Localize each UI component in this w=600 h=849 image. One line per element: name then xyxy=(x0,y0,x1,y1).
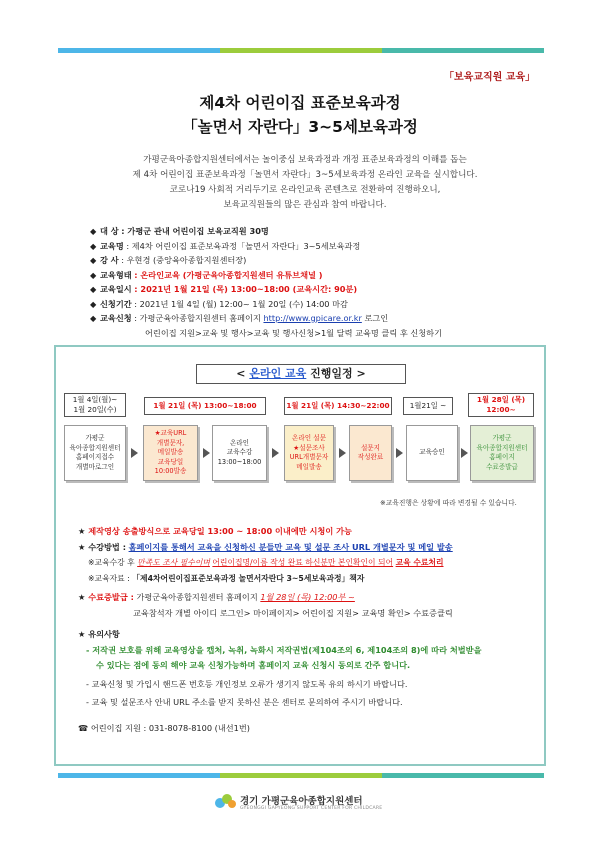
info-list xyxy=(90,224,442,340)
flow-arrow xyxy=(339,448,346,458)
notice-section xyxy=(78,524,538,736)
step-url-send: ★교육URL 개별문자, 메일발송 교육당일 10:00발송 xyxy=(143,425,198,481)
flow-arrow xyxy=(396,448,403,458)
schedule-header-approve: 1월21일 ~ xyxy=(403,397,453,415)
step-approve: 교육승인 xyxy=(406,425,458,481)
category-tag: 「보육교직원 교육」 xyxy=(444,72,536,83)
intro-paragraph xyxy=(60,153,550,213)
info-course: ◆ 교육명 : 제4차 어린이집 표준보육과정「놀면서 자란다」3~5세보육과정 xyxy=(90,240,361,251)
schedule-header-cert: 1월 28일 (목) 12:00~ xyxy=(468,393,534,417)
flow-arrow xyxy=(272,448,279,458)
intro-line: 코로나19 사회적 거리두기로 온라인교육 콘텐츠로 전환하여 진행하오니, xyxy=(169,185,441,195)
homepage-link[interactable]: http://www.gpicare.or.kr xyxy=(263,313,362,323)
flow-arrow xyxy=(203,448,210,458)
info-date: ◆ 교육일시 : 2021년 1월 21일 (목) 13:00~18:00 (교육시간: 90분) xyxy=(90,284,358,294)
info-type: ◆ 교육형태 : 온라인교육 (가평군육아종합지원센터 유튜브채널 ) xyxy=(90,269,323,280)
intro-line: 보육교직원들의 많은 관심과 참여 바랍니다. xyxy=(223,200,387,210)
notice-caution-1: - 저작권 보호를 위해 교육영상을 캡처, 녹취, 녹화시 저작권법(제104조의 6, 제104조의 8)에 따라 처벌받을 xyxy=(86,644,482,655)
schedule-header-apply: 1월 4일(월)~ 1월 20일(수) xyxy=(64,393,126,417)
notice-certificate-path: 교육참석자 개별 아이디 로그인> 마이페이지> 어린이집 지원> 교육명 확인> 수료증클릭 xyxy=(133,607,453,618)
notice-broadcast: ★ 제작영상 송출방식으로 교육당일 13:00 ~ 18:00 이내에만 시청이 가능 xyxy=(78,526,352,536)
top-color-bar xyxy=(58,48,544,53)
schedule-title: < 온라인 교육 진행일정 > xyxy=(196,364,406,384)
intro-line: 제 4차 어린이집 표준보육과정「놀면서 자란다」3~5세보육과정 온라인 교육을 실시합니다. xyxy=(132,170,478,180)
notice-caution-3: - 교육 및 설문조사 안내 URL 주소를 받지 못하신 분은 센터로 문의하여 주시기 바랍니다. xyxy=(86,697,403,707)
schedule-note: ※교육진행은 상황에 따라 변경될 수 있습니다. xyxy=(380,499,517,507)
title-line1: 제4차 어린이집 표준보육과정 xyxy=(199,94,401,112)
notice-caution-1b: 수 있다는 점에 동의 해야 교육 신청가능하며 홈페이지 교육 신청시 동의로 간주 합니다. xyxy=(96,660,411,670)
contact-line: ☎ 어린이집 지원 : 031-8078-8100 (내선1번) xyxy=(78,722,250,733)
info-lecturer: ◆ 강 사 : 우현경 (중앙육아종합지원센터장) xyxy=(90,255,247,265)
info-apply-period: ◆ 신청기간 : 2021년 1월 4일 (월) 12:00~ 1월 20일 (수) 14:00 마감 xyxy=(90,298,348,309)
step-online-watch: 온라인 교육수강 13:00~18:00 xyxy=(212,425,267,481)
intro-line: 가평군육아종합지원센터에서는 놀이중심 보육과정과 개정 표준보육과정의 이해를 돕는 xyxy=(143,155,467,165)
info-apply: ◆ 교육신청 : 가평군육아종합지원센터 홈페이지 http://www.gpicare.or.kr 로그인 xyxy=(90,313,389,323)
footer-org-name-en: GYEONGGI GAPYEONG SUPPORT CENTER FOR CHILDCARE xyxy=(240,806,383,811)
step-survey-complete: 설문지 작성완료 xyxy=(349,425,392,481)
center-logo-icon xyxy=(214,791,238,811)
notice-method-sub: ※교육수강 후 만족도 조사 필수이며 어린이집명/이름 작성 완료 하신분만 본인확인이 되어 교육 수료처리 xyxy=(88,558,444,567)
schedule-header-survey: 1월 21일 (목) 14:30~22:00 xyxy=(284,397,392,415)
step-certificate: 가평군 육아종합지원센터 홈페이지 수료증발급 xyxy=(470,425,534,481)
footer-org-name: 경기 가평군육아종합지원센터 xyxy=(240,796,363,807)
step-homepage-apply: 가평군 육아종합지원센터 홈페이지접수 개별마로그인 xyxy=(64,425,126,481)
notice-caution-2: - 교육신청 및 가입시 핸드폰 번호등 개인정보 오류가 생기지 않도록 유의 하시기 바랍니다. xyxy=(86,678,408,689)
step-survey-send: 온라인 설문 ★설문조사 URL개별문자 메일발송 xyxy=(284,425,334,481)
phone-icon: ☎ xyxy=(78,722,91,733)
bottom-color-bar xyxy=(58,773,544,778)
flow-arrow xyxy=(131,448,138,458)
notice-material: ※교육자료 : 「제4차어린이집표준보육과정 놀면서자란다 3~5세보육과정」책자 xyxy=(88,573,365,583)
notice-caution: ★ 유의사항 xyxy=(78,629,120,639)
schedule-header-day: 1월 21일 (목) 13:00~18:00 xyxy=(144,397,266,415)
notice-method: ★ 수강방법 : 홈페이지를 통해서 교육을 신청하신 분들만 교육 및 설문 조사 URL 개별문자 및 메일 발송 xyxy=(78,541,453,552)
title-line2: 「놀면서 자란다」3~5세보육과정 xyxy=(182,118,418,136)
notice-certificate: ★ 수료증발급 : 가평군육아종합지원센터 홈페이지 1월 28일 (목) 12:00부 ~ xyxy=(78,592,355,602)
info-target: ◆ 대 상 : 가평군 관내 어린이집 보육교직원 30명 xyxy=(90,226,269,236)
info-apply-path: 어린이집 지원>교육 및 행사>교육 및 행사신청>1월 달력 교육명 클릭 후 신청하기 xyxy=(145,327,442,338)
flow-arrow xyxy=(461,448,468,458)
